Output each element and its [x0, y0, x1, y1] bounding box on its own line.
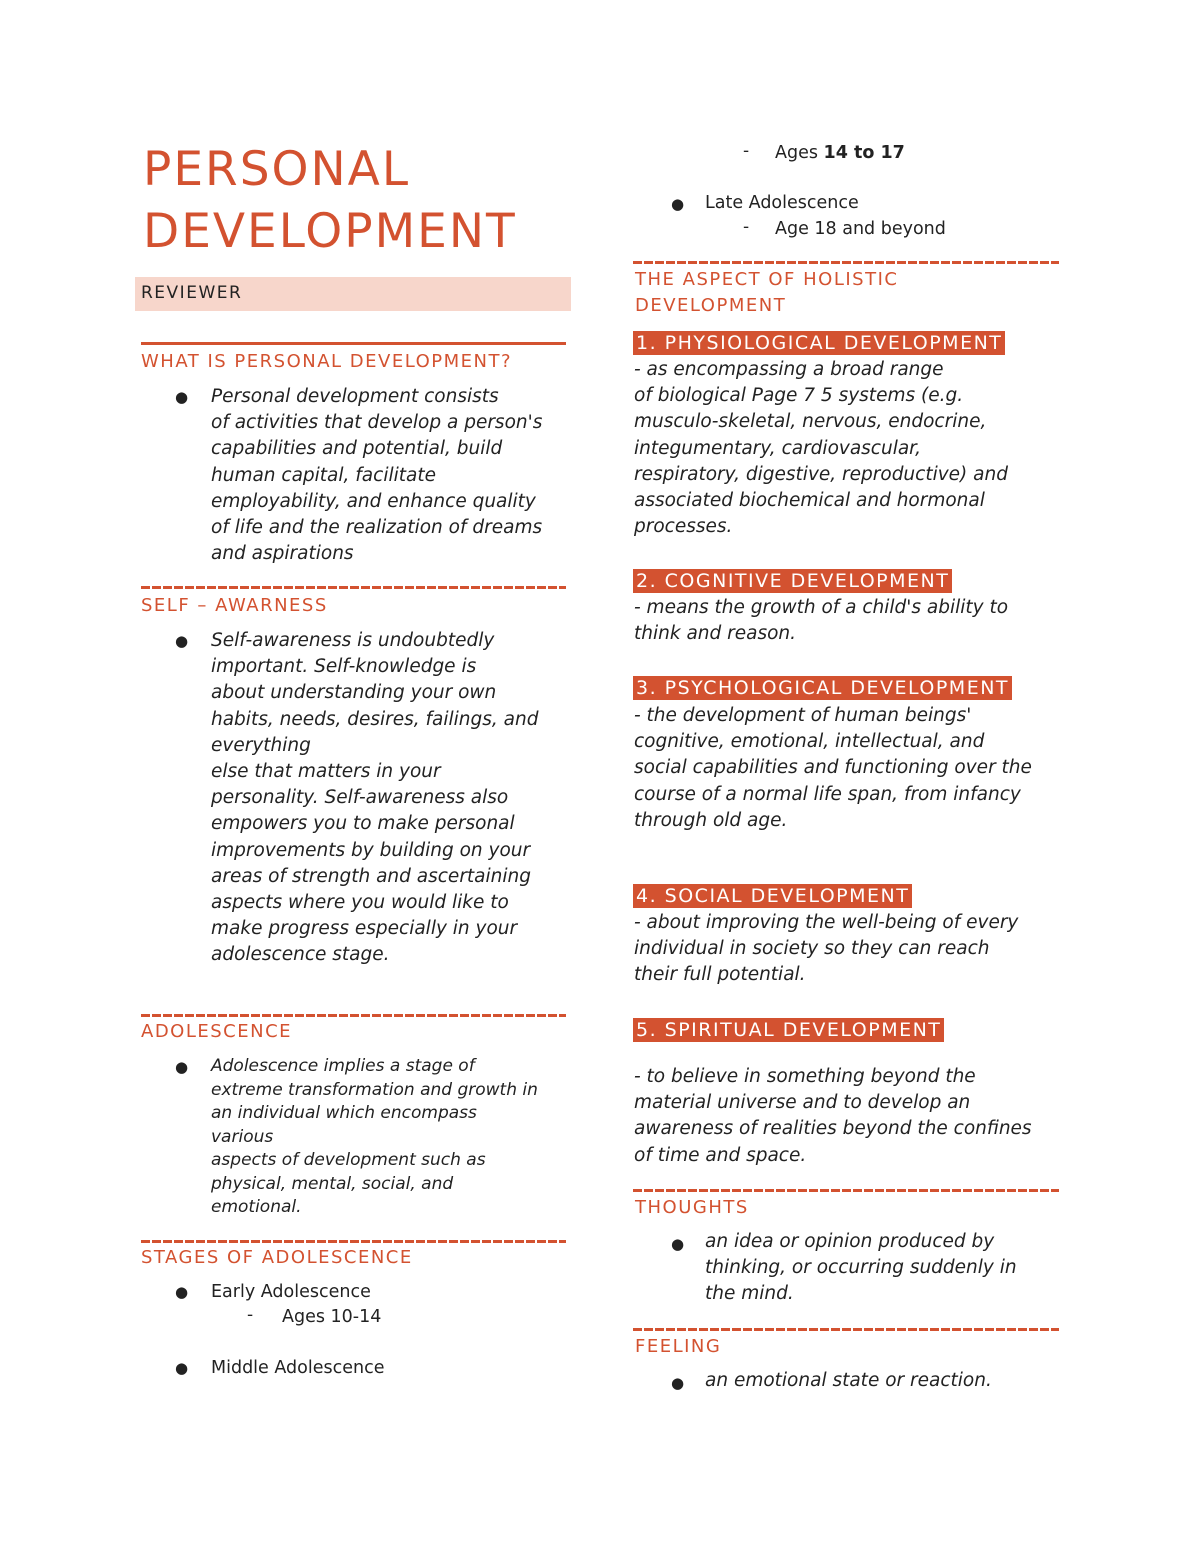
text-line: - about improving the well-being of every	[634, 912, 1019, 933]
heading-what-is: WHAT IS PERSONAL DEVELOPMENT?	[141, 351, 513, 372]
text-line: various	[211, 1126, 274, 1147]
text-line: and aspirations	[211, 543, 354, 565]
label-physiological: 1. PHYSIOLOGICAL DEVELOPMENT	[633, 331, 1005, 355]
bullet-icon: ●	[671, 195, 685, 213]
text-line: - the development of human beings'	[634, 705, 972, 726]
heading-stages: STAGES OF ADOLESCENCE	[141, 1247, 413, 1268]
heading-feeling: FEELING	[635, 1336, 722, 1357]
divider	[141, 1240, 566, 1243]
text-line: empowers you to make personal	[211, 813, 515, 835]
divider	[141, 1014, 566, 1017]
doc-title-line1: PERSONAL	[143, 142, 411, 197]
heading-line: THE ASPECT OF HOLISTIC	[635, 269, 899, 290]
bullet-icon: ●	[175, 388, 189, 406]
text-line: Self-awareness is undoubtedly	[211, 630, 495, 651]
text-line: employability, and enhance quality	[211, 490, 536, 512]
text-line: processes.	[634, 516, 733, 538]
label-spiritual: 5. SPIRITUAL DEVELOPMENT	[633, 1018, 944, 1042]
text-line: important. Self-knowledge is	[211, 656, 477, 678]
dash-marker: -	[743, 141, 750, 161]
text-line: think and reason.	[634, 623, 797, 645]
text-line: make progress especially in your	[211, 918, 518, 940]
text-line: an individual which encompass	[211, 1103, 477, 1123]
text-line: aspects of development such as	[211, 1150, 486, 1170]
bullet-icon: ●	[175, 1283, 189, 1301]
text-line: extreme transformation and growth in	[211, 1079, 538, 1100]
label-psychological: 3. PSYCHOLOGICAL DEVELOPMENT	[633, 676, 1012, 700]
cognitive-text	[634, 595, 1064, 647]
physiological-text	[634, 357, 1064, 540]
stage-middle-ages	[775, 141, 905, 165]
text-line: cognitive, emotional, intellectual, and	[634, 731, 985, 753]
label-cognitive: 2. COGNITIVE DEVELOPMENT	[633, 569, 952, 593]
text-line: their full potential.	[634, 964, 806, 986]
text-line: musculo-skeletal, nervous, endocrine,	[634, 411, 987, 433]
feeling-text	[705, 1368, 1065, 1394]
text-line: physical, mental, social, and	[211, 1173, 454, 1194]
text-line: awareness of realities beyond the confines	[634, 1118, 1032, 1140]
bullet-icon: ●	[175, 1359, 189, 1377]
dash-marker: -	[743, 217, 750, 237]
subtitle-bar	[135, 277, 571, 311]
text-line: adolescence stage.	[211, 944, 390, 966]
text-line: of activities that develop a person's	[211, 412, 543, 434]
text-line: capabilities and potential, build	[211, 438, 503, 460]
bullet-icon: ●	[671, 1235, 685, 1253]
doc-title-line2: DEVELOPMENT	[143, 204, 517, 259]
text-line: personality. Self-awareness also	[211, 787, 509, 809]
ages-range: 14 to 17	[823, 143, 905, 163]
text-line: human capital, facilitate	[211, 464, 436, 486]
text-line: about understanding your own	[211, 682, 497, 704]
spiritual-text	[634, 1064, 1064, 1169]
text-line: - as encompassing a broad range	[634, 359, 944, 380]
text-line: through old age.	[634, 809, 788, 831]
text-line: course of a normal life span, from infancy	[634, 783, 1021, 805]
text-line: aspects where you would like to	[211, 892, 509, 914]
heading-line: DEVELOPMENT	[635, 295, 787, 316]
bullet-icon: ●	[175, 632, 189, 650]
ages-prefix: Ages	[775, 143, 824, 163]
bullet-icon: ●	[175, 1058, 189, 1076]
text-line: integumentary, cardiovascular,	[634, 437, 921, 459]
text-line: Adolescence implies a stage of	[211, 1056, 475, 1076]
stage-middle: Middle Adolescence	[211, 1358, 385, 1378]
divider	[633, 1189, 1059, 1192]
text-line: respiratory, digestive, reproductive) and	[634, 463, 1008, 485]
text-line: areas of strength and ascertaining	[211, 865, 531, 887]
bullet-icon: ●	[671, 1374, 685, 1392]
heading-holistic	[635, 267, 898, 319]
subtitle: REVIEWER	[141, 283, 243, 303]
stage-early: Early Adolescence	[211, 1282, 371, 1302]
text-line: associated biochemical and hormonal	[634, 490, 985, 512]
thoughts-text	[705, 1229, 1065, 1308]
dash-marker: -	[247, 1305, 254, 1325]
what-is-text	[211, 384, 581, 567]
divider	[633, 261, 1059, 264]
text-line: thinking, or occurring suddenly in	[705, 1257, 1017, 1279]
text-line: material universe and to develop an	[634, 1092, 971, 1114]
stage-early-ages: Ages 10-14	[282, 1307, 382, 1327]
text-line: an emotional state or reaction.	[705, 1370, 992, 1391]
divider	[141, 342, 566, 345]
stage-late: Late Adolescence	[705, 193, 859, 213]
adolescence-text	[211, 1055, 581, 1220]
text-line: of biological Page 7 5 systems (e.g.	[634, 385, 964, 407]
text-line: - means the growth of a child's ability to	[634, 597, 1009, 618]
text-line: of time and space.	[634, 1144, 807, 1166]
text-line: Personal development consists	[211, 386, 499, 407]
social-text	[634, 910, 1064, 989]
text-line: improvements by building on your	[211, 839, 531, 861]
text-line: individual in society so they can reach	[634, 938, 990, 960]
text-line: everything	[211, 734, 311, 756]
heading-thoughts: THOUGHTS	[635, 1197, 749, 1218]
text-line: the mind.	[705, 1283, 794, 1305]
text-line: an idea or opinion produced by	[705, 1231, 995, 1252]
text-line: habits, needs, desires, failings, and	[211, 708, 539, 730]
divider	[141, 586, 566, 589]
divider	[633, 1328, 1059, 1331]
heading-self-awareness: SELF – AWARNESS	[141, 595, 328, 616]
self-awareness-text	[211, 628, 581, 969]
text-line: else that matters in your	[211, 761, 441, 783]
text-line: - to believe in something beyond the	[634, 1066, 976, 1087]
psychological-text	[634, 703, 1064, 834]
text-line: social capabilities and functioning over the	[634, 757, 1032, 779]
stage-late-ages: Age 18 and beyond	[775, 219, 946, 239]
text-line: of life and the realization of dreams	[211, 517, 543, 539]
heading-adolescence: ADOLESCENCE	[141, 1021, 293, 1042]
text-line: emotional.	[211, 1197, 302, 1217]
label-social: 4. SOCIAL DEVELOPMENT	[633, 884, 912, 908]
